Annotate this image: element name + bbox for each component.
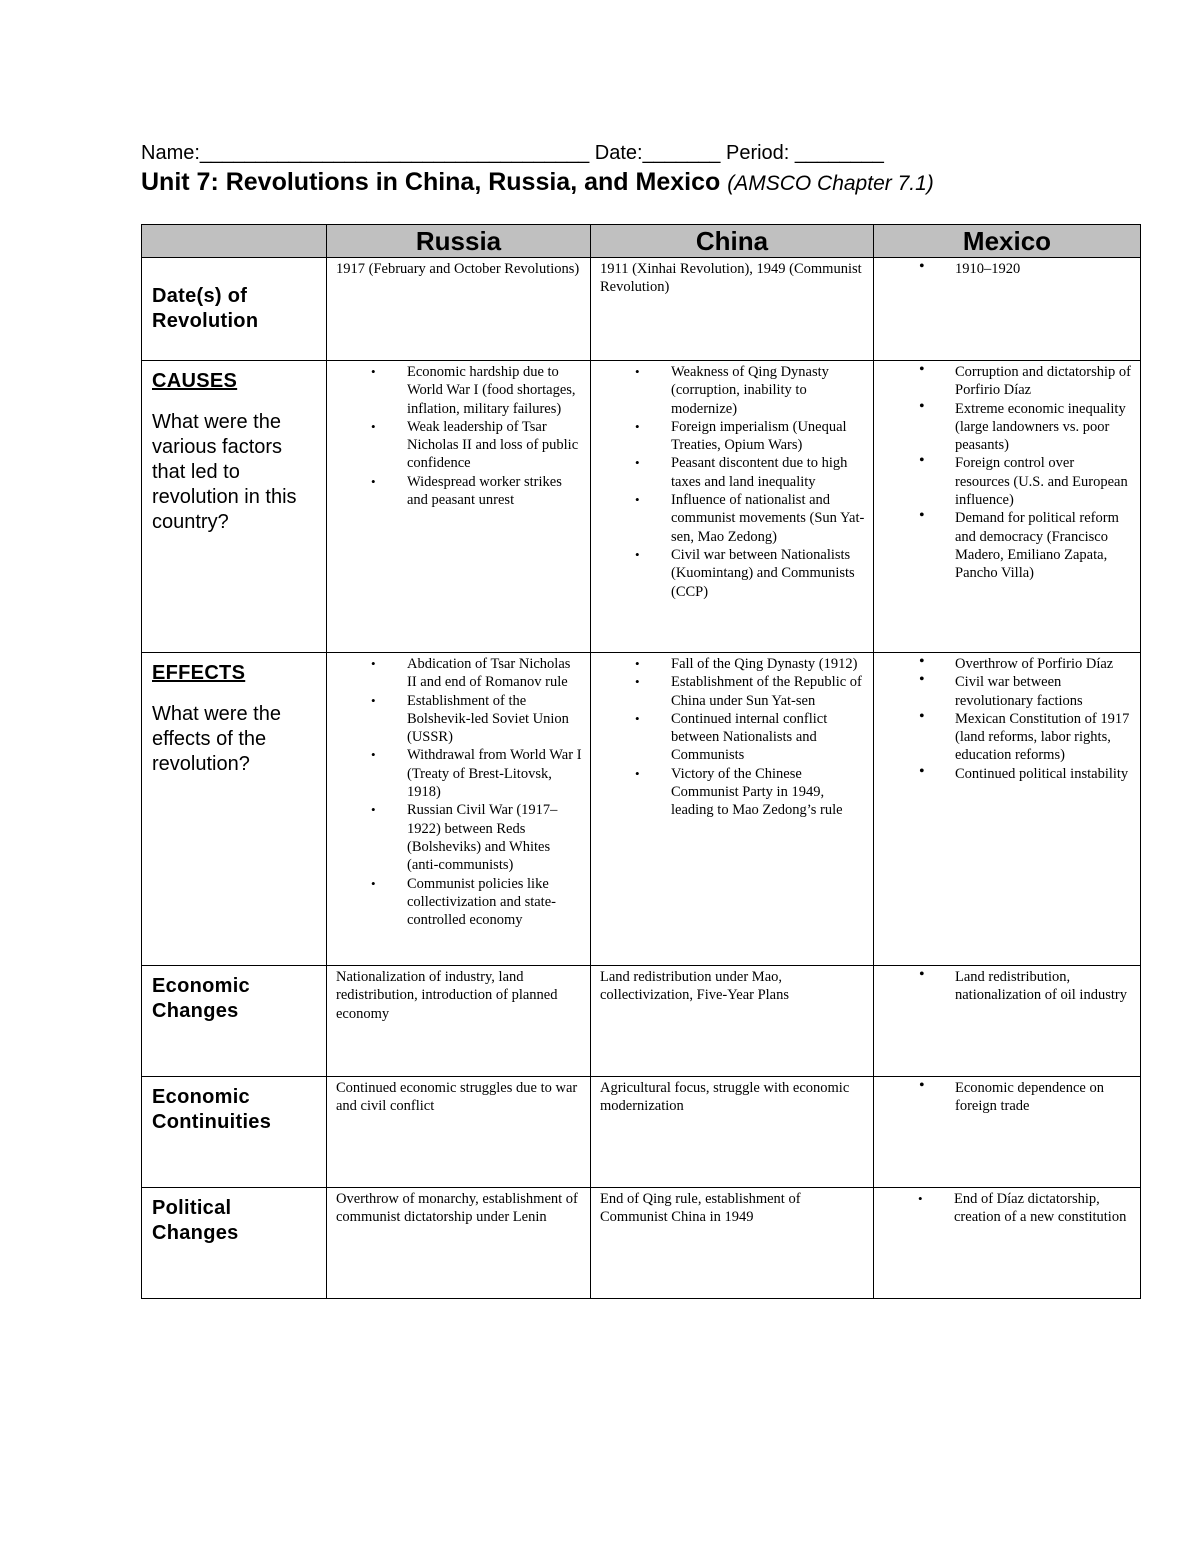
list-item: • Civil war between Nationalists (Kuomintang) and Communists (CCP) [671,546,865,601]
table-row-effects [142,653,1141,966]
row-label-effects [142,653,327,966]
list-item: • Economic hardship due to World War I (food shortages, inflation, military failures) [407,363,582,418]
cell-econ-continuities-china: Agricultural focus, struggle with economic modernization [591,1077,874,1188]
list-item: • Extreme economic inequality (large landowners vs. poor peasants) [955,400,1132,455]
effects-question: What were the effects of the revolution? [152,703,281,775]
table-row-dates [142,258,1141,361]
list-item: • Economic dependence on foreign trade [955,1079,1132,1116]
list-item: • Communist policies like collectivization and state-controlled economy [407,875,582,930]
list-item: • Establishment of the Bolshevik-led Soviet Union (USSR) [407,692,582,747]
title-text: Unit 7: Revolutions in China, Russia, and Mexico [141,168,721,196]
list-item: • Foreign control over resources (U.S. and European influence) [955,454,1132,509]
column-header-russia: Russia [327,225,591,258]
cell-econ-changes-mexico [874,966,1141,1077]
corner-cell [142,225,327,258]
table-row-economic-continuities [142,1077,1141,1188]
cell-effects-china [591,653,874,966]
effects-heading: EFFECTS [152,662,246,684]
table-row-political-changes [142,1188,1141,1299]
list-item: • 1910–1920 [955,260,1132,278]
cell-causes-china [591,361,874,653]
cell-dates-china: 1911 (Xinhai Revolution), 1949 (Communist Revolution) [591,258,874,361]
cell-effects-mexico [874,653,1141,966]
cell-econ-continuities-russia: Continued economic struggles due to war and civil conflict [327,1077,591,1188]
table-row-causes [142,361,1141,653]
list-item: • Establishment of the Republic of China under Sun Yat-sen [671,673,865,710]
list-item: • Abdication of Tsar Nicholas II and end of Romanov rule [407,655,582,692]
causes-question: What were the various factors that led to revolution in this country? [152,411,297,533]
list-item: • Widespread worker strikes and peasant unrest [407,473,582,510]
cell-pol-changes-china: End of Qing rule, establishment of Communist China in 1949 [591,1188,874,1299]
column-header-mexico: Mexico [874,225,1141,258]
row-label-economic-changes: Economic Changes [142,966,327,1077]
row-label-causes [142,361,327,653]
list-item: • Continued internal conflict between Nationalists and Communists [671,710,865,765]
comparison-table [141,224,1141,1299]
cell-causes-russia [327,361,591,653]
list-item: • Corruption and dictatorship of Porfirio Díaz [955,363,1132,400]
list-item: • Weakness of Qing Dynasty (corruption, inability to modernize) [671,363,865,418]
row-label-political-changes: Political Changes [142,1188,327,1299]
list-item: • Victory of the Chinese Communist Party in 1949, leading to Mao Zedong’s rule [671,765,865,820]
row-label-economic-continuities: Economic Continuities [142,1077,327,1188]
list-item: • Withdrawal from World War I (Treaty of Brest-Litovsk, 1918) [407,746,582,801]
list-item: • Russian Civil War (1917–1922) between Reds (Bolsheviks) and Whites (anti-communists) [407,801,582,874]
causes-heading: CAUSES [152,370,238,392]
list-item: • Foreign imperialism (Unequal Treaties, Opium Wars) [671,418,865,455]
cell-econ-changes-russia: Nationalization of industry, land redistribution, introduction of planned economy [327,966,591,1077]
table-header-row [142,225,1141,258]
list-item: • Peasant discontent due to high taxes and land inequality [671,454,865,491]
list-item: • Mexican Constitution of 1917 (land reforms, labor rights, education reforms) [955,710,1132,765]
list-item: • Fall of the Qing Dynasty (1912) [671,655,865,673]
list-item: • Demand for political reform and democracy (Francisco Madero, Emiliano Zapata, Pancho Villa) [955,509,1132,582]
cell-pol-changes-mexico [874,1188,1141,1299]
list-item: • Land redistribution, nationalization of oil industry [955,968,1132,1005]
list-item: • Overthrow of Porfirio Díaz [955,655,1132,673]
cell-causes-mexico [874,361,1141,653]
name-date-period-line: Name:___________________________________ Date:_______ Period: ________ [141,142,884,164]
title-subtitle: (AMSCO Chapter 7.1) [727,172,934,195]
list-item: • Continued political instability [955,765,1132,783]
cell-dates-russia: 1917 (February and October Revolutions) [327,258,591,361]
row-label-dates: Date(s) of Revolution [142,258,327,361]
list-item: • Weak leadership of Tsar Nicholas II and loss of public confidence [407,418,582,473]
cell-econ-changes-china: Land redistribution under Mao, collectivization, Five-Year Plans [591,966,874,1077]
cell-pol-changes-russia: Overthrow of monarchy, establishment of communist dictatorship under Lenin [327,1188,591,1299]
list-item: • Influence of nationalist and communist movements (Sun Yat-sen, Mao Zedong) [671,491,865,546]
column-header-china: China [591,225,874,258]
table-row-economic-changes [142,966,1141,1077]
list-item: • End of Díaz dictatorship, creation of a new constitution [954,1190,1132,1227]
list-item: • Civil war between revolutionary factions [955,673,1132,710]
page-title [141,168,934,197]
cell-effects-russia [327,653,591,966]
cell-econ-continuities-mexico [874,1077,1141,1188]
cell-dates-mexico [874,258,1141,361]
